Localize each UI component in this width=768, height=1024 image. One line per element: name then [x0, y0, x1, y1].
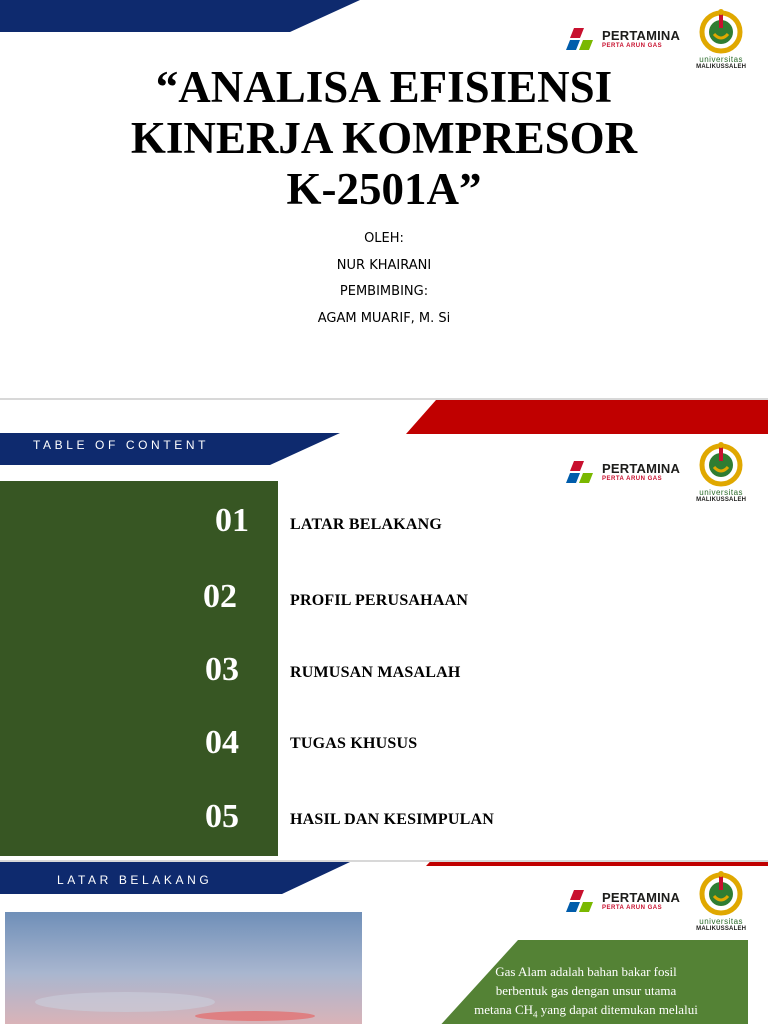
logo-group: [566, 441, 746, 503]
pertamina-subtitle: PERTA ARUN GAS: [602, 905, 663, 911]
toc-item-tugas-khusus[interactable]: TUGAS KHUSUS: [290, 735, 418, 752]
toc-number-05: 05: [205, 798, 239, 835]
navy-corner-banner: [0, 0, 360, 32]
university-seal-icon: [698, 441, 744, 487]
section-banner-label: LATAR BELAKANG: [57, 873, 213, 887]
university-subname: MALIKUSSALEH: [696, 497, 747, 503]
logo-group: [566, 8, 746, 70]
pertamina-logo: [566, 461, 680, 483]
sky-photo: [5, 912, 362, 1024]
toc-number-02: 02: [203, 578, 237, 615]
author-name: NUR KHAIRANI: [336, 258, 432, 273]
advisor-name: AGAM MUARIF, M. Si: [317, 311, 451, 326]
pertamina-subtitle: PERTA ARUN GAS: [602, 43, 663, 49]
university-seal-icon: [698, 8, 744, 54]
toc-item-hasil-dan-kesimpulan[interactable]: HASIL DAN KESIMPULAN: [290, 811, 495, 828]
intro-line-1: Gas Alam adalah bahan bakar fosil: [495, 964, 677, 979]
pertamina-name: PERTAMINA: [602, 28, 681, 43]
title-slide: [0, 0, 768, 398]
methane-subscript: 4: [533, 1009, 538, 1020]
university-name: universitas: [699, 488, 744, 497]
toc-number-01: 01: [215, 502, 249, 539]
toc-number-04: 04: [205, 724, 239, 761]
university-seal-icon: [698, 870, 744, 916]
toc-item-rumusan-masalah[interactable]: RUMUSAN MASALAH: [290, 664, 461, 681]
latar-belakang-slide: [0, 862, 768, 1024]
pertamina-subtitle: PERTA ARUN GAS: [602, 476, 663, 482]
pertamina-mark-icon: [566, 461, 596, 483]
pertamina-mark-icon: [566, 890, 596, 912]
pertamina-logo: [566, 890, 680, 912]
university-logo: [696, 441, 746, 503]
red-corner-banner: [406, 400, 768, 434]
pertamina-mark-icon: [566, 28, 596, 50]
presentation-title: [84, 62, 684, 215]
title-line-3: K-2501A”: [286, 164, 482, 214]
university-name: universitas: [699, 55, 744, 64]
intro-line-3-start: metana CH: [474, 1002, 534, 1017]
advisor-label: PEMBIMBING:: [339, 284, 429, 299]
title-line-2: KINERJA KOMPRESOR: [130, 113, 638, 163]
by-label: OLEH:: [364, 231, 404, 246]
pertamina-logo: [566, 28, 680, 50]
toc-item-profil-perusahaan[interactable]: PROFIL PERUSAHAAN: [290, 592, 469, 609]
red-corner-banner: [426, 862, 768, 866]
toc-banner-label: TABLE OF CONTENT: [33, 438, 210, 452]
table-of-content-slide: [0, 400, 768, 860]
logo-group: [566, 870, 746, 932]
title-line-1: “ANALISA EFISIENSI: [155, 62, 613, 112]
intro-paragraph: [436, 962, 736, 1024]
intro-line-3-end: yang dapat ditemukan melalui: [537, 1002, 698, 1017]
university-subname: MALIKUSSALEH: [696, 64, 747, 70]
pertamina-name: PERTAMINA: [602, 890, 681, 905]
toc-item-latar-belakang[interactable]: LATAR BELAKANG: [290, 516, 443, 533]
toc-number-03: 03: [205, 651, 239, 688]
university-logo: [696, 8, 746, 70]
university-subname: MALIKUSSALEH: [696, 926, 747, 932]
university-logo: [696, 870, 746, 932]
university-name: universitas: [699, 917, 744, 926]
intro-line-3: [436, 1000, 736, 1024]
pertamina-name: PERTAMINA: [602, 461, 681, 476]
intro-line-2: berbentuk gas dengan unsur utama: [495, 983, 677, 998]
